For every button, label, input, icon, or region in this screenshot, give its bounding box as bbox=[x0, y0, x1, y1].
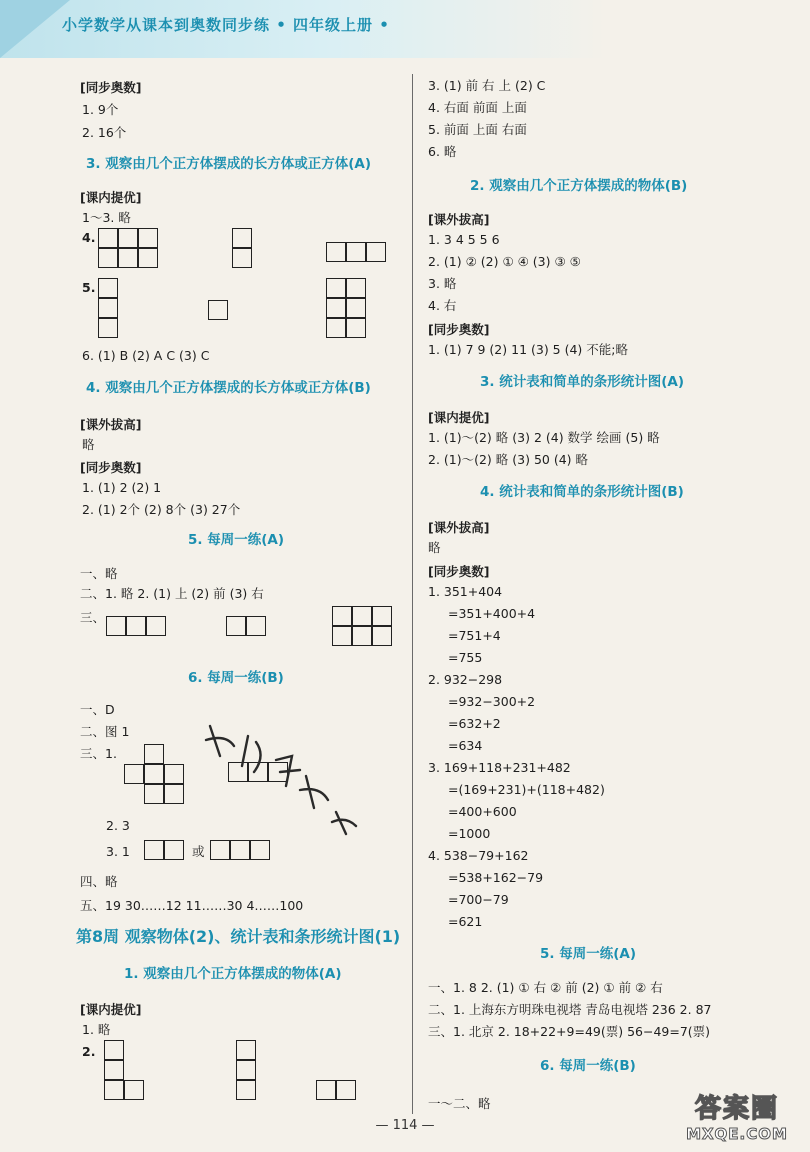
answer-line: 5. 前面 上面 右面 bbox=[428, 122, 527, 137]
section-title: 5. 每周一练(A) bbox=[188, 532, 285, 548]
answer-line: 2. 16个 bbox=[82, 125, 127, 140]
section-title: 3. 观察由几个正方体摆成的长方体或正方体(A) bbox=[86, 156, 372, 172]
section-title: 6. 每周一练(B) bbox=[540, 1058, 636, 1074]
answer-line: 二、1. 上海东方明珠电视塔 青岛电视塔 236 2. 87 bbox=[428, 1002, 712, 1017]
grid-cell bbox=[332, 626, 352, 646]
grid-cell bbox=[144, 840, 164, 860]
header-banner bbox=[0, 0, 810, 58]
grid-cell bbox=[98, 248, 118, 268]
answer-line: 6. (1) B (2) A C (3) C bbox=[82, 348, 210, 363]
calc-line: =751+4 bbox=[448, 628, 501, 643]
grid-cell bbox=[236, 1060, 256, 1080]
grid-cell bbox=[346, 242, 366, 262]
calc-line: =632+2 bbox=[448, 716, 501, 731]
watermark-logo: 答案圈 bbox=[694, 1094, 779, 1124]
tag-sync: [同步奥数] bbox=[80, 460, 142, 475]
tag-sync: [同步奥数] bbox=[80, 80, 142, 95]
answer-line: 二、图 1 bbox=[80, 724, 130, 739]
grid-cell bbox=[246, 616, 266, 636]
answer-line: 2. (1)～(2) 略 (3) 50 (4) 略 bbox=[428, 452, 588, 467]
grid-cell bbox=[124, 1080, 144, 1100]
answer-line: 三、1. bbox=[80, 746, 117, 761]
tag-in-class: [课内提优] bbox=[428, 410, 490, 425]
section-title: 4. 观察由几个正方体摆成的长方体或正方体(B) bbox=[86, 380, 371, 396]
grid-cell bbox=[346, 298, 366, 318]
answer-line: 或 bbox=[192, 844, 205, 859]
grid-cell bbox=[164, 784, 184, 804]
tag-extra: [课外拔高] bbox=[428, 212, 490, 227]
grid-cell bbox=[104, 1060, 124, 1080]
calc-line: 3. 169+118+231+482 bbox=[428, 760, 571, 775]
grid-cell bbox=[98, 228, 118, 248]
answer-line: 1. 略 bbox=[82, 1022, 111, 1037]
calc-line: =1000 bbox=[448, 826, 491, 841]
section-title: 6. 每周一练(B) bbox=[188, 670, 284, 686]
week-title: 第8周 观察物体(2)、统计表和条形统计图(1) bbox=[76, 927, 401, 946]
grid-cell bbox=[226, 616, 246, 636]
answer-line: 3. 略 bbox=[428, 276, 457, 291]
grid-cell bbox=[326, 298, 346, 318]
answer-line: 4. bbox=[82, 230, 96, 245]
grid-cell bbox=[316, 1080, 336, 1100]
grid-cell bbox=[164, 840, 184, 860]
calc-line: =400+600 bbox=[448, 804, 517, 819]
section-title: 2. 观察由几个正方体摆成的物体(B) bbox=[470, 178, 688, 194]
calc-line: =932−300+2 bbox=[448, 694, 536, 709]
grid-cell bbox=[326, 242, 346, 262]
answer-line: 一～二、略 bbox=[428, 1096, 491, 1111]
calc-line: =(169+231)+(118+482) bbox=[448, 782, 605, 797]
answer-line: 五、19 30……12 11……30 4……100 bbox=[80, 898, 304, 913]
calc-line: =700−79 bbox=[448, 892, 509, 907]
header-decoration bbox=[0, 0, 70, 58]
calc-line: =538+162−79 bbox=[448, 870, 544, 885]
grid-cell bbox=[208, 300, 228, 320]
answer-line: 4. 右面 前面 上面 bbox=[428, 100, 527, 115]
tag-in-class: [课内提优] bbox=[80, 1002, 142, 1017]
grid-cell bbox=[144, 764, 164, 784]
section-title: 1. 观察由几个正方体摆成的物体(A) bbox=[124, 966, 342, 982]
grid-cell bbox=[98, 298, 118, 318]
calc-line: =634 bbox=[448, 738, 483, 753]
grid-cell bbox=[336, 1080, 356, 1100]
grid-cell bbox=[236, 1040, 256, 1060]
answer-line: 一、略 bbox=[80, 566, 118, 581]
answer-line: 一、1. 8 2. (1) ① 右 ② 前 (2) ① 前 ② 右 bbox=[428, 980, 663, 995]
grid-cell bbox=[352, 606, 372, 626]
answer-line: 1. 3 4 5 5 6 bbox=[428, 232, 500, 247]
book-title: 小学数学从课本到奥数同步练 • 四年级上册 • bbox=[62, 16, 390, 34]
answer-line: 1～3. 略 bbox=[82, 210, 131, 225]
answer-line: 三、 bbox=[80, 610, 106, 625]
grid-cell bbox=[118, 248, 138, 268]
answer-line: 四、略 bbox=[80, 874, 118, 889]
grid-cell bbox=[164, 764, 184, 784]
tag-extra: [课外拔高] bbox=[428, 520, 490, 535]
calc-line: 2. 932−298 bbox=[428, 672, 503, 687]
grid-cell bbox=[98, 278, 118, 298]
tag-sync: [同步奥数] bbox=[428, 564, 490, 579]
handwriting-scribble bbox=[196, 716, 376, 846]
grid-cell bbox=[146, 616, 166, 636]
section-title: 3. 统计表和简单的条形统计图(A) bbox=[480, 374, 685, 390]
calc-line: 4. 538−79+162 bbox=[428, 848, 529, 863]
page-number: — 114 — bbox=[375, 1118, 435, 1133]
tag-sync: [同步奥数] bbox=[428, 322, 490, 337]
grid-cell bbox=[372, 606, 392, 626]
answer-line: 三、1. 北京 2. 18+22+9=49(票) 56−49=7(票) bbox=[428, 1024, 711, 1039]
grid-cell bbox=[126, 616, 146, 636]
answer-line: 5. bbox=[82, 280, 96, 295]
grid-cell bbox=[138, 248, 158, 268]
calc-line: 1. 351+404 bbox=[428, 584, 503, 599]
answer-line: 略 bbox=[82, 437, 95, 452]
grid-cell bbox=[104, 1040, 124, 1060]
answer-line: 3. (1) 前 右 上 (2) C bbox=[428, 78, 546, 93]
grid-cell bbox=[326, 318, 346, 338]
grid-cell bbox=[236, 1080, 256, 1100]
grid-cell bbox=[232, 228, 252, 248]
answer-line: 2. (1) 2个 (2) 8个 (3) 27个 bbox=[82, 502, 241, 517]
calc-line: =351+400+4 bbox=[448, 606, 536, 621]
calc-line: =621 bbox=[448, 914, 483, 929]
grid-cell bbox=[326, 278, 346, 298]
answer-line: 3. 1 bbox=[106, 844, 130, 859]
grid-cell bbox=[144, 784, 164, 804]
answer-line: 二、1. 略 2. (1) 上 (2) 前 (3) 右 bbox=[80, 586, 264, 601]
answer-line: 1. (1)～(2) 略 (3) 2 (4) 数学 绘画 (5) 略 bbox=[428, 430, 660, 445]
answer-line: 1. (1) 7 9 (2) 11 (3) 5 (4) 不能;略 bbox=[428, 342, 628, 357]
grid-cell bbox=[98, 318, 118, 338]
grid-cell bbox=[124, 764, 144, 784]
watermark bbox=[672, 1088, 802, 1148]
answer-line: 2. bbox=[82, 1044, 96, 1059]
answer-line: 2. 3 bbox=[106, 818, 130, 833]
grid-cell bbox=[332, 606, 352, 626]
grid-cell bbox=[104, 1080, 124, 1100]
column-divider bbox=[412, 74, 413, 1114]
grid-cell bbox=[106, 616, 126, 636]
grid-cell bbox=[138, 228, 158, 248]
answer-line: 2. (1) ② (2) ① ④ (3) ③ ⑤ bbox=[428, 254, 581, 269]
watermark-url: MXQE.COM bbox=[686, 1125, 788, 1143]
grid-cell bbox=[372, 626, 392, 646]
section-title: 5. 每周一练(A) bbox=[540, 946, 637, 962]
grid-cell bbox=[352, 626, 372, 646]
answer-line: 1. 9个 bbox=[82, 102, 119, 117]
answer-line: 4. 右 bbox=[428, 298, 457, 313]
grid-cell bbox=[144, 744, 164, 764]
calc-line: =755 bbox=[448, 650, 483, 665]
answer-line: 略 bbox=[428, 540, 441, 555]
answer-line: 一、D bbox=[80, 702, 115, 717]
section-title: 4. 统计表和简单的条形统计图(B) bbox=[480, 484, 684, 500]
grid-cell bbox=[346, 318, 366, 338]
tag-in-class: [课内提优] bbox=[80, 190, 142, 205]
grid-cell bbox=[346, 278, 366, 298]
grid-cell bbox=[118, 228, 138, 248]
grid-cell bbox=[232, 248, 252, 268]
grid-cell bbox=[366, 242, 386, 262]
answer-line: 6. 略 bbox=[428, 144, 457, 159]
answer-line: 1. (1) 2 (2) 1 bbox=[82, 480, 162, 495]
tag-extra: [课外拔高] bbox=[80, 417, 142, 432]
